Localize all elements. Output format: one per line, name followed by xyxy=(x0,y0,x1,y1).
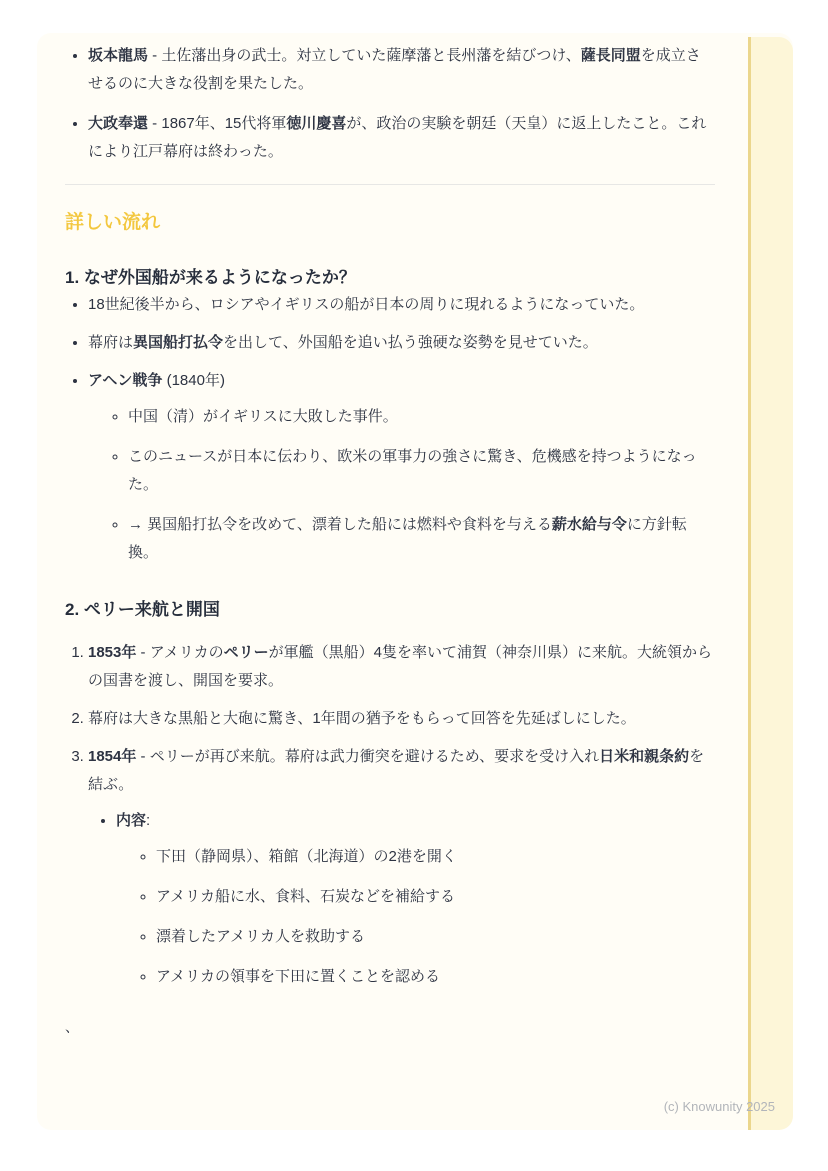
section1-title: 1. なぜ外国船が来るようになったか？ xyxy=(65,268,356,287)
treaty-content-label xyxy=(116,807,715,991)
intro-bullet-taisei-hokan: • 大政奉還 - 1867年、15代将軍徳川慶喜が、政治の実験を朝廷（天皇）に返上したこと。これにより江戸幕府は終わった。 xyxy=(88,110,715,166)
opium-war-sublist xyxy=(88,403,715,567)
stray-comma-mark: 、 xyxy=(65,1019,79,1035)
intro-bullet-list xyxy=(65,42,715,166)
opium-war-subitem: ◦ → 異国船打払令を改めて、漂着した船には燃料や食料を与える薪水給与令に方針転換。 xyxy=(128,511,715,567)
treaty-content-sublist xyxy=(116,843,715,991)
section2-step-1853: 1. 1853年 - アメリカのペリーが軍艦（黒船）4隻を率いて浦賀（神奈川県）に来航。大統領からの国書を渡し、開国を要求。 xyxy=(88,639,715,695)
section-divider xyxy=(65,184,715,185)
page-margin-stripe xyxy=(748,37,793,1130)
content-label-text: 内容: xyxy=(116,812,151,829)
treaty-content-item: ◦ 漂着したアメリカ人を救助する xyxy=(156,923,715,951)
document-page-card xyxy=(37,33,793,1130)
page-content xyxy=(37,33,793,1037)
treaty-content-list xyxy=(88,807,715,991)
section1-bullet-foreign-ships: • 18世紀後半から、ロシアやイギリスの船が日本の周りに現れるようになっていた。 xyxy=(88,291,715,319)
section1-bullet-opium-war xyxy=(88,367,715,567)
flow-heading: 詳しい流れ xyxy=(65,212,161,233)
opium-war-label: アヘン戦争 (1840年) xyxy=(88,372,225,389)
copyright-footer: (c) Knowunity 2025 xyxy=(663,1099,775,1114)
step-1854-text: 1854年 - ペリーが再び来航。幕府は武力衝突を避けるため、要求を受け入れ日米和親条約を結ぶ。 xyxy=(88,748,705,793)
section2-title: 2. ペリー来航と開国 xyxy=(65,600,220,619)
section2-step-delay: 2. 幕府は大きな黒船と大砲に驚き、1年間の猶予をもらって回答を先延ばしにした。 xyxy=(88,705,715,733)
section2-step-1854 xyxy=(88,743,715,991)
section2-step-list xyxy=(65,639,715,991)
treaty-content-item: ◦ 下田（静岡県）、箱館（北海道）の2港を開く xyxy=(156,843,715,871)
opium-war-subitem: ◦ このニュースが日本に伝わり、欧米の軍事力の強さに驚き、危機感を持つようになった。 xyxy=(128,443,715,499)
section1-bullet-expulsion-edict: • 幕府は異国船打払令を出して、外国船を追い払う強硬な姿勢を見せていた。 xyxy=(88,329,715,357)
treaty-content-item: ◦ アメリカ船に水、食料、石炭などを補給する xyxy=(156,883,715,911)
treaty-content-item: ◦ アメリカの領事を下田に置くことを認める xyxy=(156,963,715,991)
section1-bullet-list xyxy=(65,291,715,567)
intro-bullet-sakamoto: • 坂本龍馬 - 土佐藩出身の武士。対立していた薩摩藩と長州藩を結びつけ、薩長同盟を成立させるのに大きな役割を果たした。 xyxy=(88,42,715,98)
opium-war-subitem: ◦ 中国（清）がイギリスに大敗した事件。 xyxy=(128,403,715,431)
